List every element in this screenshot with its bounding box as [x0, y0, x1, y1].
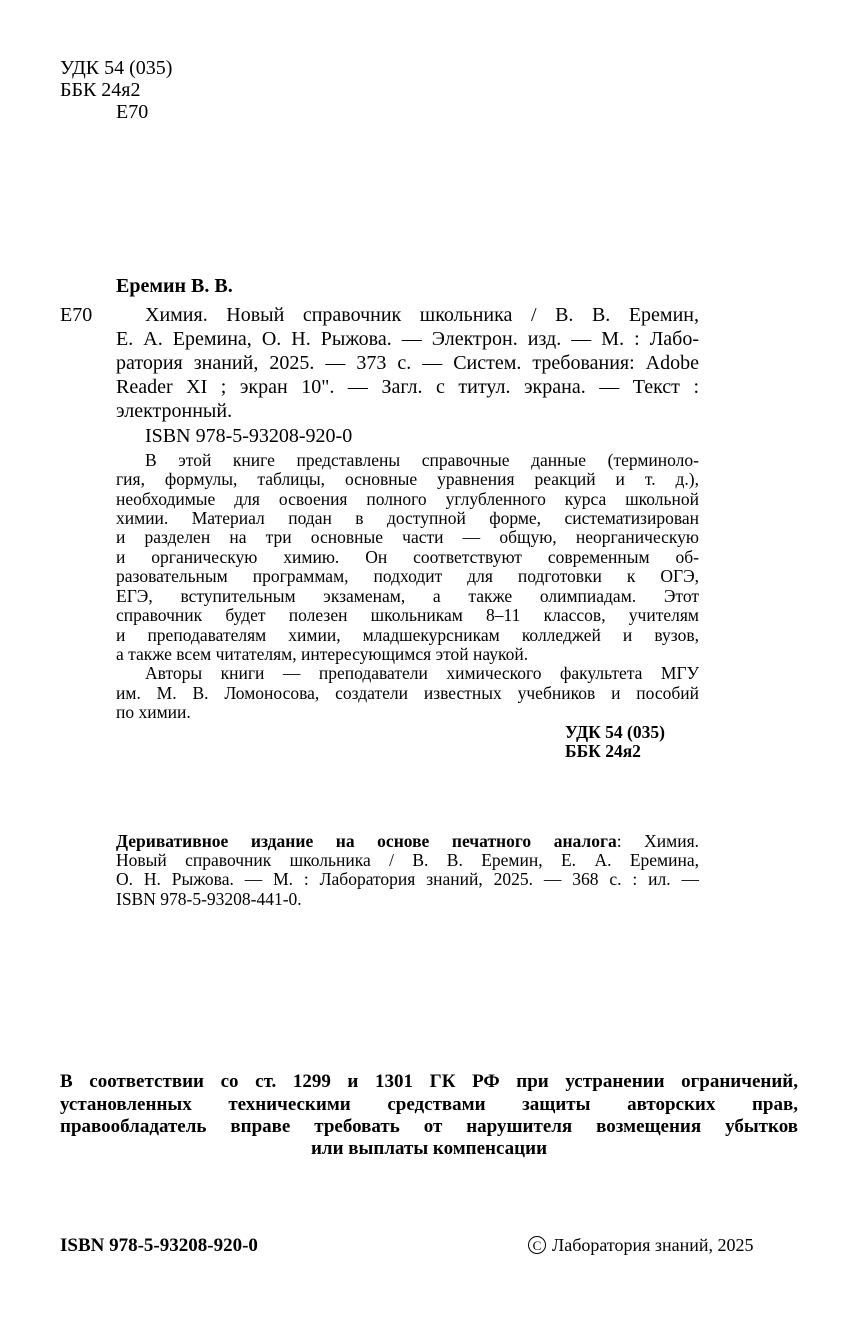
annotation-line: по химии.: [116, 702, 191, 722]
annotation-line: а также всем читателям, интересующимся этой наукой.: [116, 644, 529, 664]
annotation-udk: УДК 54 (035): [565, 722, 665, 742]
catalog-line: Е. А. Еремина, О. Н. Рыжова. — Электрон. изд. — М. : Лабо-: [116, 328, 699, 350]
derivative-first-line: [116, 832, 699, 852]
annotation-line: В этой книге представлены справочные данные (терминоло-: [145, 450, 699, 470]
catalog-mark: Е70: [60, 304, 93, 326]
annotation-bbk: ББК 24я2: [565, 741, 641, 761]
catalog-line: Химия. Новый справочник школьника / В. В. Еремин,: [145, 304, 699, 326]
annotation-line: им. М. В. Ломоносова, создатели известных учебников и пособий: [116, 683, 699, 703]
bbk-code: ББК 24я2: [60, 79, 141, 101]
annotation-line: и органическую химию. Он соответствуют современным об-: [116, 547, 699, 567]
derivative-line: ISBN 978-5-93208-441-0.: [116, 889, 302, 909]
derivative-line: Новый справочник школьника / В. В. Еремин, Е. А. Еремина,: [116, 850, 699, 870]
footer-isbn: ISBN 978-5-93208-920-0: [60, 1235, 258, 1256]
copyright-text: Лаборатория знаний, 2025: [552, 1235, 754, 1255]
legal-line: установленных техническими средствами защиты авторских прав,: [60, 1094, 798, 1115]
annotation-line: химии. Материал подан в доступной форме, систематизирован: [116, 508, 699, 528]
annotation-line: необходимые для освоения полного углубленного курса школьной: [116, 489, 699, 509]
annotation-line: гия, формулы, таблицы, основные уравнения реакций и т. д.),: [116, 469, 699, 489]
author-mark: Е70: [116, 101, 149, 123]
catalog-line: Reader XI ; экран 10". — Загл. с титул. экрана. — Текст :: [116, 376, 699, 398]
derivative-label: Деривативное издание на основе печатного аналога: [116, 831, 617, 851]
annotation-line: разовательным программам, подходит для подготовки к ОГЭ,: [116, 566, 699, 586]
annotation-line: и преподавателям химии, младшекурсникам колледжей и вузов,: [116, 625, 699, 645]
annotation-line: Авторы книги — преподаватели химического факультета МГУ: [145, 663, 699, 683]
derivative-first-line-rest: : Химия.: [616, 831, 699, 851]
udk-code: УДК 54 (035): [60, 57, 173, 79]
author-name: Еремин В. В.: [116, 275, 233, 297]
footer-copyright: [528, 1235, 754, 1256]
catalog-isbn: ISBN 978-5-93208-920-0: [145, 425, 353, 447]
annotation-line: справочник будет полезен школьникам 8–11 классов, учителям: [116, 605, 699, 625]
annotation-line: ЕГЭ, вступительным экзаменам, а также олимпиадам. Этот: [116, 586, 699, 606]
catalog-line: электронный.: [116, 400, 233, 422]
copyright-icon: C: [528, 1236, 546, 1254]
legal-line: правообладатель вправе требовать от нарушителя возмещения убытков: [60, 1116, 798, 1137]
legal-line: В соответствии со ст. 1299 и 1301 ГК РФ при устранении ограничений,: [60, 1071, 798, 1092]
derivative-line: О. Н. Рыжова. — М. : Лаборатория знаний, 2025. — 368 с. : ил. —: [116, 869, 699, 889]
catalog-line: ратория знаний, 2025. — 373 с. — Систем. требования: Adobe: [116, 352, 699, 374]
annotation-line: и разделен на три основные части — общую, неорганическую: [116, 527, 699, 547]
legal-line: или выплаты компенсации: [310, 1138, 548, 1159]
